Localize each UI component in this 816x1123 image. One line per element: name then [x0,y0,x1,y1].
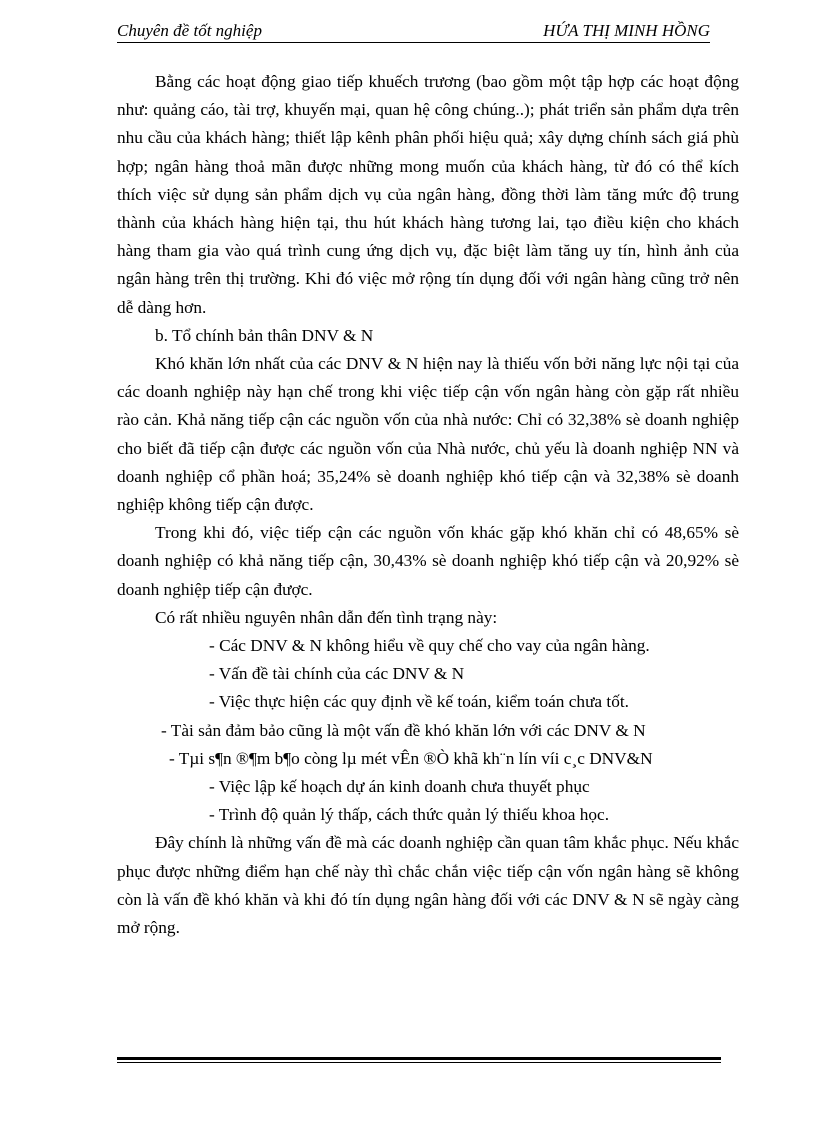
paragraph-intro: Bằng các hoạt động giao tiếp khuếch trương (bao gồm một tập hợp các hoạt động như: quảng cáo, tài trợ, khuyến mại, quan hệ công chúng..); phát triển sản phẩm dựa trên nhu cầu của khách hàng; thiết lập kênh phân phối hiệu quả; xây dựng chính sách giá phù hợp; ngân hàng thoả mãn được những mong muốn của khách hàng, từ đó có thể kích thích việc sử dụng sản phẩm dịch vụ của ngân hàng, đồng thời làm tăng mức độ trung thành của khách hàng hiện tại, thu hút khách hàng tương lai, tạo điều kiện cho khách hàng tham gia vào quá trình cung ứng dịch vụ, đặc biệt làm tăng uy tín, hình ảnh của ngân hàng trên thị trường. Khi đó việc mở rộng tín dụng đối với ngân hàng cũng trở nên dễ dàng hơn. [117,72,739,317]
bullet-item-garbled: - Tµi s¶n ®¶m b¶o còng lµ mét vÊn ®Ò khã kh¨n lín víi c¸c DNV&N [169,748,653,768]
section-heading: b. Tổ chính bản thân DNV & N [155,325,374,345]
bullet-item: - Các DNV & N không hiểu về quy chế cho vay của ngân hàng. [209,636,650,656]
document-body [117,68,739,942]
paragraph-closing: Đây chính là những vấn đề mà các doanh nghiệp cần quan tâm khắc phục. Nếu khắc phục được những điểm hạn chế này thì chắc chắn việc tiếp cận vốn ngân hàng sẽ không còn là vấn đề khó khăn và khi đó tín dụng ngân hàng đối với các DNV & N sẽ ngày càng mở rộng. [117,833,739,938]
paragraph-other-sources: Trong khi đó, việc tiếp cận các nguồn vốn khác gặp khó khăn chỉ có 48,65% sè doanh nghiệp có khả năng tiếp cận, 30,43% sè doanh nghiệp khó tiếp cận và 20,92% sè doanh nghiệp tiếp cận được. [117,523,739,599]
bullet-item: - Trình độ quản lý thấp, cách thức quản lý thiếu khoa học. [209,805,610,825]
bullet-item: - Tài sản đảm bảo cũng là một vấn đề khó khăn lớn với các DNV & N [161,720,646,740]
footer-rule-thick [117,1057,721,1060]
paragraph-capital: Khó khăn lớn nhất của các DNV & N hiện nay là thiếu vốn bởi năng lực nội tại của các doanh nghiệp này hạn chế trong khi việc tiếp cận vốn ngân hàng còn gặp rất nhiều rào cản. Khả năng tiếp cận các nguồn vốn của nhà nước: Chỉ có 32,38% sè doanh nghiệp cho biết đã tiếp cận được các nguồn vốn của Nhà nước, chủ yếu là doanh nghiệp NN và doanh nghiệp cổ phần hoá; 35,24% sè doanh nghiệp khó tiếp cận và 32,38% sè doanh nghiệp không tiếp cận được. [117,354,739,515]
paragraph-causes-intro: Có rất nhiều nguyên nhân dẫn đến tình trạng này: [155,607,498,627]
bullet-item: - Việc lập kế hoạch dự án kinh doanh chưa thuyết phục [209,777,590,797]
page-header [117,20,710,43]
footer-rule-thin [117,1062,721,1063]
bullet-item: - Việc thực hiện các quy định về kế toán, kiểm toán chưa tốt. [209,692,629,712]
bullet-item: - Vấn đề tài chính của các DNV & N [209,664,465,684]
header-title: Chuyên đề tốt nghiệp [117,21,262,40]
header-author: HỨA THỊ MINH HỒNG [543,21,710,40]
